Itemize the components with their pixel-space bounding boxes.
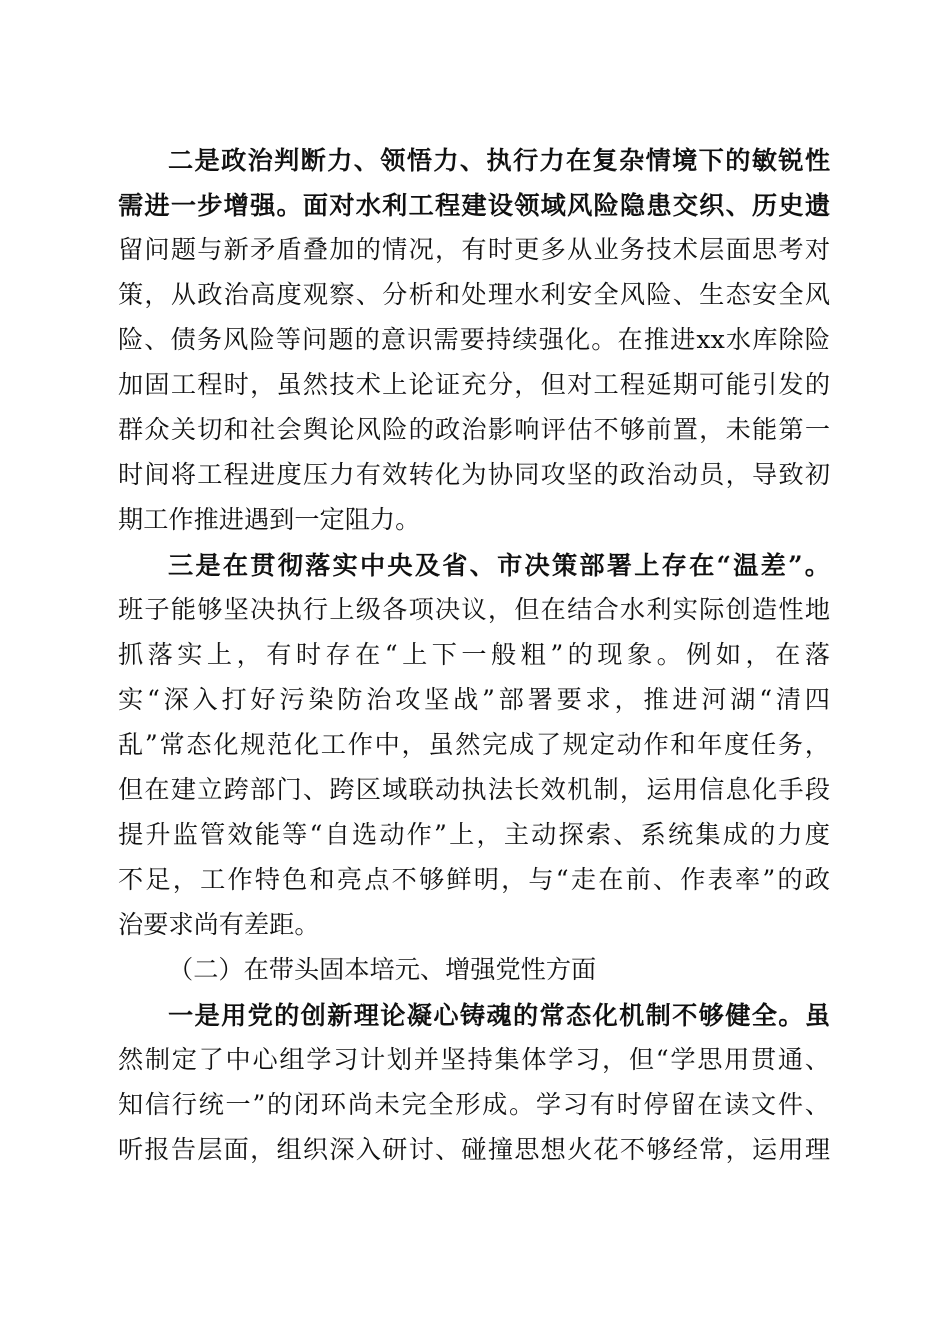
paragraph-2-line-5: 乱”常态化规范化工作中，虽然完成了规定动作和年度任务，: [118, 730, 830, 759]
paragraph-2-line-1: 三是在贯彻落实中央及省、市决策部署上存在“温差”。: [168, 550, 830, 580]
paragraph-1-line-7: 群众关切和社会舆论风险的政治影响评估不够前置，未能第一: [118, 415, 830, 444]
paragraph-1-line-2-bold: 需进一步增强。面对水利工程建设领域风险隐患交织、历史遗: [118, 190, 830, 220]
paragraph-3-line-1: 一是用党的创新理论凝心铸魂的常态化机制不够健全。虽: [168, 1000, 830, 1030]
paragraph-2-line-8: 不足，工作特色和亮点不够鲜明，与“走在前、作表率”的政: [118, 865, 830, 894]
paragraph-1-line-5: 险、债务风险等问题的意识需要持续强化。在推进xx水库除险: [118, 325, 830, 354]
paragraph-1-line-3: 留问题与新矛盾叠加的情况，有时更多从业务技术层面思考对: [118, 235, 830, 264]
paragraph-1-line-2: [118, 183, 830, 227]
paragraph-1-line-8: 时间将工程进度压力有效转化为协同攻坚的政治动员，导致初: [118, 460, 830, 489]
paragraph-2-line-6: 但在建立跨部门、跨区域联动执法长效机制，运用信息化手段: [118, 775, 830, 804]
section-heading: （二）在带头固本培元、增强党性方面: [168, 955, 597, 984]
paragraph-2-line-2: 班子能够坚决执行上级各项决议，但在结合水利实际创造性地: [118, 595, 830, 624]
paragraph-2-line-3: 抓落实上，有时存在“上下一般粗”的现象。例如，在落: [118, 640, 830, 669]
paragraph-1-line-9: 期工作推进遇到一定阻力。: [118, 505, 421, 534]
paragraph-1-line-4: 策，从政治高度观察、分析和处理水利安全风险、生态安全风: [118, 280, 830, 309]
paragraph-2-line-7: 提升监管效能等“自选动作”上，主动探索、系统集成的力度: [118, 820, 830, 849]
paragraph-3-line-3: 知信行统一”的闭环尚未完全形成。学习有时停留在读文件、: [118, 1090, 830, 1119]
paragraph-3-line-4: 听报告层面，组织深入研讨、碰撞思想火花不够经常，运用理: [118, 1135, 830, 1164]
paragraph-3-line-2: 然制定了中心组学习计划并坚持集体学习，但“学思用贯通、: [118, 1045, 830, 1074]
paragraph-2-line-4: 实“深入打好污染防治攻坚战”部署要求，推进河湖“清四: [118, 685, 830, 714]
paragraph-2-line-9: 治要求尚有差距。: [118, 910, 320, 939]
paragraph-1-line-1: 二是政治判断力、领悟力、执行力在复杂情境下的敏锐性: [168, 145, 830, 175]
paragraph-1-line-6: 加固工程时，虽然技术上论证充分，但对工程延期可能引发的: [118, 370, 830, 399]
